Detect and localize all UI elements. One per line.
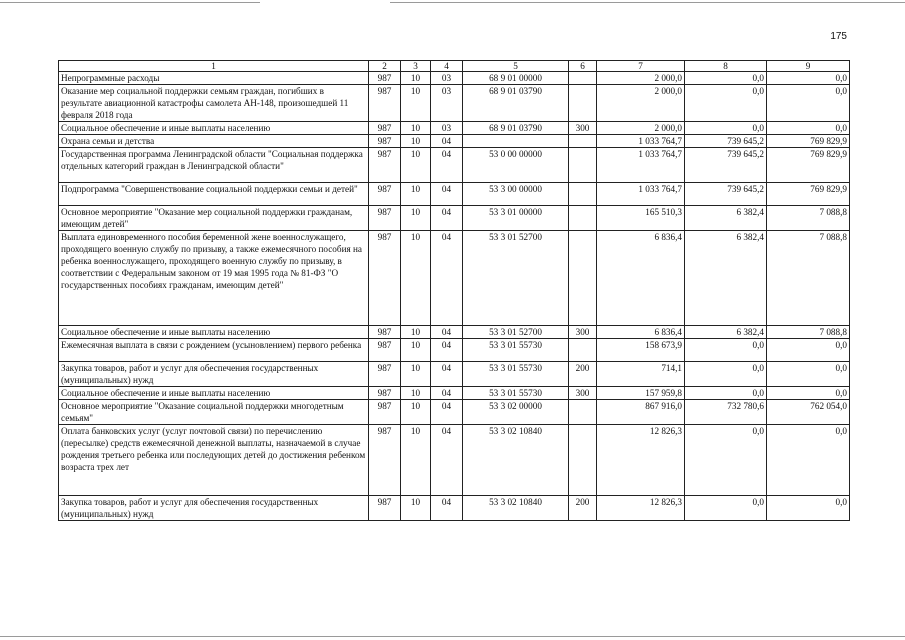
expense-type-code [569, 85, 597, 122]
target-code: 53 3 01 55730 [463, 362, 569, 387]
target-code: 68 9 01 03790 [463, 122, 569, 135]
subsection-code: 04 [431, 231, 463, 326]
value-col-7: 6 836,4 [597, 231, 685, 326]
expense-type-code [569, 400, 597, 425]
value-col-8: 739 645,2 [685, 135, 767, 148]
value-col-7: 165 510,3 [597, 206, 685, 231]
subsection-code: 04 [431, 496, 463, 521]
row-name: Ежемесячная выплата в связи с рождением (усыновлением) первого ребенка [59, 339, 369, 362]
subsection-code: 04 [431, 387, 463, 400]
row-name: Охрана семьи и детства [59, 135, 369, 148]
section-code: 10 [401, 326, 431, 339]
expense-type-code [569, 339, 597, 362]
target-code: 68 9 01 00000 [463, 72, 569, 85]
subsection-code: 04 [431, 135, 463, 148]
target-code: 53 3 01 00000 [463, 206, 569, 231]
subsection-code: 03 [431, 85, 463, 122]
col-header-9: 9 [767, 61, 850, 72]
section-code: 10 [401, 72, 431, 85]
value-col-9: 0,0 [767, 362, 850, 387]
value-col-7: 157 959,8 [597, 387, 685, 400]
value-col-8: 0,0 [685, 122, 767, 135]
section-code: 10 [401, 362, 431, 387]
value-col-8: 739 645,2 [685, 183, 767, 206]
expense-type-code: 300 [569, 326, 597, 339]
target-code: 53 3 01 52700 [463, 231, 569, 326]
value-col-9: 0,0 [767, 72, 850, 85]
table-row [59, 85, 850, 122]
row-name: Государственная программа Ленинградской области "Социальная поддержка отдельных категорий граждан в Ленинградской области" [59, 148, 369, 183]
section-code: 10 [401, 496, 431, 521]
value-col-8: 0,0 [685, 496, 767, 521]
section-code: 10 [401, 387, 431, 400]
row-name: Оплата банковских услуг (услуг почтовой связи) по перечислению (пересылке) средств ежемесячной денежной выплаты, назначаемой в случае рождения третьего ребенка или последующих детей до достижения ребенком возраста трех лет [59, 425, 369, 496]
table-row [59, 425, 850, 496]
target-code: 53 3 00 00000 [463, 183, 569, 206]
bottom-scan-edge [0, 636, 905, 637]
value-col-7: 6 836,4 [597, 326, 685, 339]
value-col-9: 0,0 [767, 339, 850, 362]
table-row [59, 148, 850, 183]
target-code: 68 9 01 03790 [463, 85, 569, 122]
expense-type-code: 300 [569, 387, 597, 400]
expense-type-code [569, 135, 597, 148]
ministry-code: 987 [369, 206, 401, 231]
expense-type-code: 200 [569, 496, 597, 521]
row-name: Закупка товаров, работ и услуг для обеспечения государственных (муниципальных) нужд [59, 362, 369, 387]
expense-type-code [569, 206, 597, 231]
table-row [59, 339, 850, 362]
row-name: Непрограммные расходы [59, 72, 369, 85]
expense-type-code [569, 183, 597, 206]
value-col-9: 0,0 [767, 122, 850, 135]
row-name: Основное мероприятие "Оказание мер социальной поддержки гражданам, имеющим детей" [59, 206, 369, 231]
ministry-code: 987 [369, 339, 401, 362]
row-name: Социальное обеспечение и иные выплаты населению [59, 122, 369, 135]
subsection-code: 04 [431, 326, 463, 339]
subsection-code: 04 [431, 400, 463, 425]
table-row [59, 135, 850, 148]
value-col-8: 6 382,4 [685, 206, 767, 231]
table-row [59, 231, 850, 326]
target-code: 53 3 01 52700 [463, 326, 569, 339]
target-code: 53 0 00 00000 [463, 148, 569, 183]
row-name: Закупка товаров, работ и услуг для обеспечения государственных (муниципальных) нужд [59, 496, 369, 521]
value-col-7: 12 826,3 [597, 496, 685, 521]
value-col-8: 6 382,4 [685, 231, 767, 326]
target-code: 53 3 01 55730 [463, 339, 569, 362]
value-col-8: 0,0 [685, 339, 767, 362]
value-col-7: 1 033 764,7 [597, 183, 685, 206]
value-col-9: 0,0 [767, 496, 850, 521]
subsection-code: 04 [431, 148, 463, 183]
table-row [59, 362, 850, 387]
value-col-9: 769 829,9 [767, 148, 850, 183]
col-header-8: 8 [685, 61, 767, 72]
value-col-9: 7 088,8 [767, 326, 850, 339]
row-name: Социальное обеспечение и иные выплаты населению [59, 387, 369, 400]
value-col-9: 0,0 [767, 387, 850, 400]
section-code: 10 [401, 231, 431, 326]
value-col-7: 2 000,0 [597, 72, 685, 85]
subsection-code: 03 [431, 72, 463, 85]
table-row [59, 206, 850, 231]
ministry-code: 987 [369, 326, 401, 339]
value-col-7: 867 916,0 [597, 400, 685, 425]
ministry-code: 987 [369, 122, 401, 135]
value-col-8: 6 382,4 [685, 326, 767, 339]
row-name: Выплата единовременного пособия беременной жене военнослужащего, проходящего военную службу по призыву, а также ежемесячного пособия на ребенка военнослужащего, проходящего военную службу по призыву, в соответствии с Федеральным законом от 19 мая 1995 года № 81-ФЗ "О государственных пособиях гражданам, имеющим детей" [59, 231, 369, 326]
value-col-7: 158 673,9 [597, 339, 685, 362]
section-code: 10 [401, 135, 431, 148]
subsection-code: 04 [431, 362, 463, 387]
value-col-8: 732 780,6 [685, 400, 767, 425]
subsection-code: 03 [431, 122, 463, 135]
section-code: 10 [401, 206, 431, 231]
section-code: 10 [401, 339, 431, 362]
ministry-code: 987 [369, 72, 401, 85]
expense-type-code: 300 [569, 122, 597, 135]
target-code: 53 3 02 00000 [463, 400, 569, 425]
value-col-7: 2 000,0 [597, 85, 685, 122]
subsection-code: 04 [431, 183, 463, 206]
table-row [59, 400, 850, 425]
expense-type-code [569, 231, 597, 326]
section-code: 10 [401, 400, 431, 425]
top-scan-edge-right [390, 2, 905, 3]
top-scan-edge-left [0, 2, 260, 3]
target-code [463, 135, 569, 148]
value-col-9: 0,0 [767, 85, 850, 122]
table-row [59, 387, 850, 400]
table-body [59, 61, 850, 521]
table-row [59, 122, 850, 135]
ministry-code: 987 [369, 135, 401, 148]
ministry-code: 987 [369, 425, 401, 496]
row-name: Основное мероприятие "Оказание социальной поддержки многодетным семьям" [59, 400, 369, 425]
row-name: Социальное обеспечение и иные выплаты населению [59, 326, 369, 339]
value-col-7: 2 000,0 [597, 122, 685, 135]
section-code: 10 [401, 85, 431, 122]
row-name: Оказание мер социальной поддержки семьям граждан, погибших в результате авиационной катастрофы самолета АН-148, произошедшей 11 февраля 2018 года [59, 85, 369, 122]
value-col-8: 0,0 [685, 362, 767, 387]
value-col-8: 0,0 [685, 72, 767, 85]
ministry-code: 987 [369, 387, 401, 400]
col-header-7: 7 [597, 61, 685, 72]
value-col-9: 7 088,8 [767, 231, 850, 326]
ministry-code: 987 [369, 148, 401, 183]
target-code: 53 3 02 10840 [463, 496, 569, 521]
table-row [59, 183, 850, 206]
value-col-9: 0,0 [767, 425, 850, 496]
value-col-7: 714,1 [597, 362, 685, 387]
budget-table [58, 60, 850, 521]
section-code: 10 [401, 122, 431, 135]
col-header-1: 1 [59, 61, 369, 72]
value-col-7: 12 826,3 [597, 425, 685, 496]
subsection-code: 04 [431, 339, 463, 362]
section-code: 10 [401, 183, 431, 206]
page-number: 175 [830, 31, 847, 42]
expense-type-code [569, 148, 597, 183]
value-col-7: 1 033 764,7 [597, 148, 685, 183]
subsection-code: 04 [431, 425, 463, 496]
header-row [59, 61, 850, 72]
table-row [59, 496, 850, 521]
value-col-9: 7 088,8 [767, 206, 850, 231]
ministry-code: 987 [369, 362, 401, 387]
value-col-9: 769 829,9 [767, 135, 850, 148]
value-col-9: 769 829,9 [767, 183, 850, 206]
col-header-5: 5 [463, 61, 569, 72]
value-col-8: 0,0 [685, 387, 767, 400]
col-header-4: 4 [431, 61, 463, 72]
value-col-7: 1 033 764,7 [597, 135, 685, 148]
col-header-3: 3 [401, 61, 431, 72]
expense-type-code [569, 425, 597, 496]
col-header-2: 2 [369, 61, 401, 72]
expense-type-code [569, 72, 597, 85]
value-col-8: 739 645,2 [685, 148, 767, 183]
ministry-code: 987 [369, 231, 401, 326]
ministry-code: 987 [369, 85, 401, 122]
col-header-6: 6 [569, 61, 597, 72]
table-row [59, 326, 850, 339]
target-code: 53 3 01 55730 [463, 387, 569, 400]
ministry-code: 987 [369, 496, 401, 521]
target-code: 53 3 02 10840 [463, 425, 569, 496]
value-col-9: 762 054,0 [767, 400, 850, 425]
expense-type-code: 200 [569, 362, 597, 387]
subsection-code: 04 [431, 206, 463, 231]
section-code: 10 [401, 425, 431, 496]
section-code: 10 [401, 148, 431, 183]
row-name: Подпрограмма "Совершенствование социальной поддержки семьи и детей" [59, 183, 369, 206]
table-row [59, 72, 850, 85]
value-col-8: 0,0 [685, 85, 767, 122]
ministry-code: 987 [369, 400, 401, 425]
value-col-8: 0,0 [685, 425, 767, 496]
ministry-code: 987 [369, 183, 401, 206]
